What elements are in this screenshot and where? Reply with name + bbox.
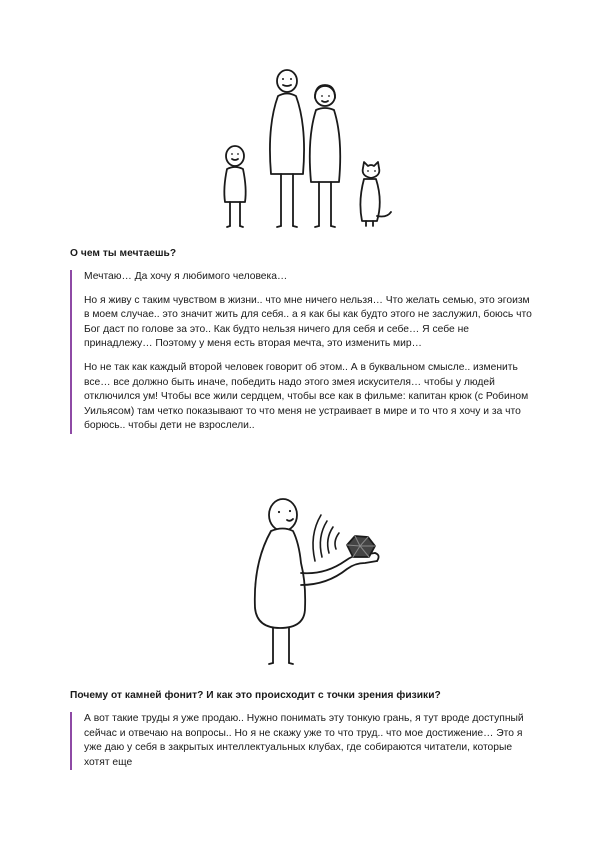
answer-dreams xyxy=(70,270,532,434)
question-dreams: О чем ты мечтаешь? xyxy=(70,248,177,259)
man-figure xyxy=(270,70,304,227)
question-stones: Почему от камней фонит? И как это происходит с точки зрения физики? xyxy=(70,690,441,701)
woman-figure xyxy=(310,85,340,227)
answer-paragraph: Но не так как каждый второй человек говорит об этом.. А в буквальном смысле.. изменить все… все должно быть иначе, победить надо этого змея искусителя… чтобы у людей отключился ум! Чтобы все жили сердцем, чтобы все как в фильме: капитан крюк (с Робином Уильясом) там четко показывают то что меня не устраивает в мире и то что я хочу и за что борюсь.. чтобы дети не взрослели.. xyxy=(84,361,529,432)
family-illustration xyxy=(215,66,400,236)
answer-paragraph: Но я живу с таким чувством в жизни.. что мне ничего нельзя… Что желать семью, это эгоизм в моем случае.. это значит жить для себя.. а я как бы как будто этого не заслужил, боюсь что Бог даст по голове за это.. Как будто нельзя ничего для себя и себе… Я себе не принадлежу… Поэтому у меня есть вторая мечта, это изменить мир… xyxy=(84,294,532,350)
answer-paragraph: Мечтаю… Да хочу я любимого человека… xyxy=(84,271,288,282)
cat-figure xyxy=(360,162,391,226)
answer-stones xyxy=(70,712,532,770)
answer-paragraph: А вот такие труды я уже продаю.. Нужно понимать эту тонкую грань, я тут вроде доступный сейчас и отвечаю на вопросы.. Но я не скажу уже то что труд.. что мое достижение… Это я уже даю у себя в закрытых интеллектуальных клубах, где собираются читатели, которые хотят еще xyxy=(84,713,524,768)
child-figure xyxy=(224,146,245,227)
stone-holder-illustration xyxy=(235,493,395,668)
